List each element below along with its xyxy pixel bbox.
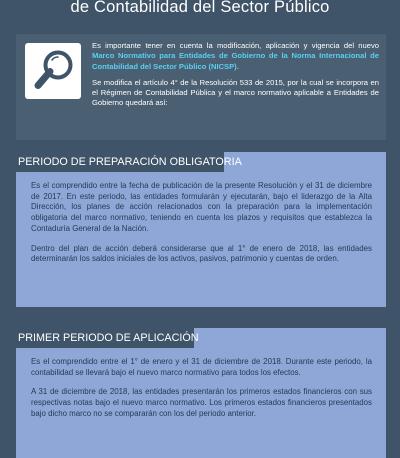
magnifying-glass-icon — [25, 43, 81, 99]
section-paragraph: Dentro del plan de acción deberá considerarse que al 1° de enero de 2018, las entidades determinarán los saldos iniciales de los activos, pasivos, patrimonio y cuentas de orden. — [31, 243, 372, 264]
section-paragraph: A 31 de diciembre de 2018, las entidades presentarán los primeros estados financieros con sus respectivas notas bajo el nuevo marco normativo. Los primeros estados financieros presentados bajo dicho marco no se compararán con los del periodo anterior. — [31, 387, 372, 418]
section-heading: PERIODO DE PREPARACIÓN OBLIGATORIA — [16, 152, 224, 172]
section-body — [31, 181, 372, 274]
intro-text — [92, 41, 379, 115]
section-heading: PRIMER PERIODO DE APLICACIÓN — [16, 328, 194, 348]
section-paragraph: Es el comprendido entre el 1° de enero y el 31 de diciembre de 2018. Durante este periodo, la contabilidad se llevará bajo el nuevo marco normativo para todos los efectos. — [31, 357, 372, 377]
section-preparation-period — [16, 152, 386, 307]
section-body — [31, 357, 372, 429]
intro-highlight: Marco Normativo para Entidades de Gobierno de la Norma Internacional de Contabilidad del Sector Público (NICSP). — [92, 51, 379, 71]
intro-paragraph-2: Se modifica el artículo 4° de la Resolución 533 de 2015, por la cual se incorpora en el Régimen de Contabilidad Pública y el marco normativo aplicable a Entidades de Gobierno quedará así: — [92, 77, 379, 108]
intro-panel — [16, 34, 386, 140]
intro-paragraph-1-text: Es importante tener en cuenta la modificación, aplicación y vigencia del nuevo — [92, 41, 379, 50]
banner-title: de Contabilidad del Sector Público — [70, 0, 330, 16]
section-first-application-period — [16, 328, 386, 458]
intro-paragraph-1 — [92, 41, 379, 72]
section-paragraph: Es el comprendido entre la fecha de publicación de la presente Resolución y el 31 de diciembre de 2017. En este periodo, las entidades formularán y ejecutarán, bajo el liderazgo de la Alta Dirección, los planes de acción relacionados con la preparación para la implementación obligatoria del marco normativo, teniendo en cuenta los plazos y requisitos que establezca la Contaduría General de la Nación. — [31, 181, 372, 233]
